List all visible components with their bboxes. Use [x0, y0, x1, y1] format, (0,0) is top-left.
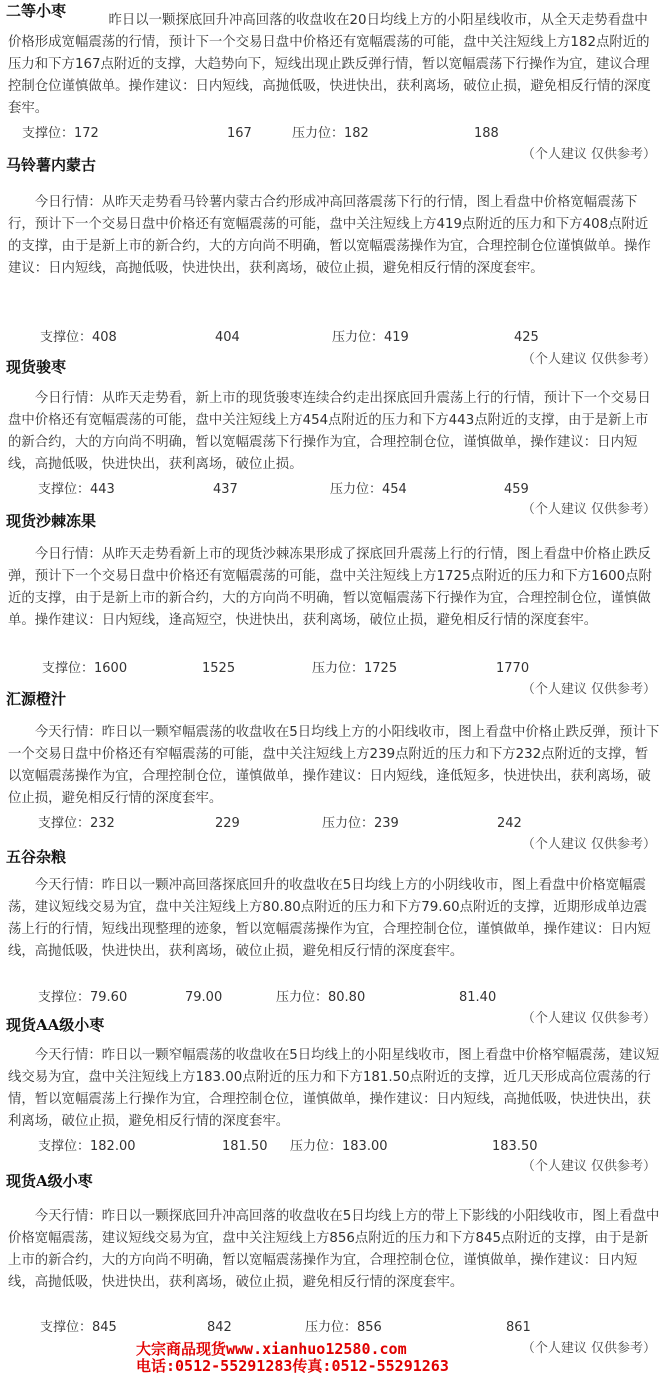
support-level-2: 79.00 — [185, 990, 223, 1005]
resistance-level-2: 425 — [514, 330, 539, 345]
disclaimer-note: （个人建议 仅供参考） — [521, 682, 656, 697]
section-body: 今天行情：昨日以一颗窄幅震荡的收盘收在5日均线上的小阳星线收市，图上看盘中价格窄幅震荡，建议短线交易为宜，盘中关注短线上方183.00点附近的压力和下方181.50点附近的支撑，近几天形成高位震荡的行情，暂以宽幅震荡上行操作为宜，合理控制仓位，谨慎做单，操作建议：日内短线，高抛低吸，快进快出，获利离场，破位止损，避免相反行情的深度套牢。 — [8, 1048, 660, 1129]
resistance-level-2: 242 — [497, 816, 522, 831]
support-level: 支撑位：845 — [40, 1320, 117, 1335]
support-level-2: 1525 — [202, 661, 236, 676]
section-title: 现货A级小枣 — [6, 1172, 93, 1190]
disclaimer-note: （个人建议 仅供参考） — [521, 1159, 656, 1174]
support-level: 支撑位：79.60 — [38, 990, 128, 1005]
section-body: 昨日以一颗探底回升冲高回落的收盘收在20日均线上方的小阳星线收市，从全天走势看盘中价格形成宽幅震荡的行情，预计下一个交易日盘中价格还有宽幅震荡的可能，盘中关注短线上方182点附近的压力和下方167点附近的支撑，大趋势向下，短线出现止跌反弹行情，暂以宽幅震荡下行操作为宜，建议合理控制仓位谨慎做单。操作建议：日内短线，高抛低吸，快进快出，获利离场，破位止损，避免相反行情的深度套牢。 — [8, 13, 651, 116]
resistance-level-2: 81.40 — [459, 990, 497, 1005]
section-body: 今天行情：昨日以一颗冲高回落探底回升的收盘收在5日均线上方的小阴线收市，图上看盘中价格宽幅震荡，建议短线交易为宜，盘中关注短线上方80.80点附近的压力和下方79.60点附近的支撑，近期形成单边震荡上行的行情，短线出现整理的迹象，暂以宽幅震荡操作为宜，合理控制仓位，谨慎做单，操作建议：日内短线，高抛低吸，快进快出，获利离场，破位止损，避免相反行情的深度套牢。 — [8, 878, 651, 959]
support-level-2: 404 — [215, 330, 240, 345]
disclaimer-note: （个人建议 仅供参考） — [521, 837, 656, 852]
disclaimer-note: （个人建议 仅供参考） — [521, 1011, 656, 1026]
disclaimer-note: （个人建议 仅供参考） — [521, 1341, 656, 1356]
support-level: 支撑位：182.00 — [38, 1139, 136, 1154]
resistance-level: 压力位：80.80 — [276, 990, 366, 1005]
resistance-level: 压力位：454 — [330, 482, 407, 497]
section-body: 今天行情：昨日以一颗探底回升冲高回落的收盘收在5日均线上方的带上下影线的小阳线收市，图上看盘中价格宽幅震荡，建议短线交易为宜，盘中关注短线上方856点附近的压力和下方845点附近的支撑，由于是新上市的新合约，大的方向尚不明确，暂以宽幅震荡操作为宜，合理控制仓位，谨慎做单，操作建议：日内短线，高抛低吸，快进快出，获利离场，破位止损，避免相反行情的深度套牢。 — [8, 1209, 660, 1290]
support-level: 支撑位：232 — [38, 816, 115, 831]
price-levels — [0, 480, 670, 500]
section-body: 今日行情：从昨天走势看马铃薯内蒙古合约形成冲高回落震荡下行的行情，图上看盘中价格宽幅震荡下行，预计下一个交易日盘中价格还有宽幅震荡的可能，盘中关注短线上方419点附近的压力和下方408点附近的支撑，由于是新上市的新合约，大的方向尚不明确，暂以宽幅震荡操作为宜，合理控制仓位谨慎做单。操作建议：日内短线，高抛低吸，快进快出，获利离场，破位止损，避免相反行情的深度套牢。 — [8, 195, 651, 276]
support-level-2: 181.50 — [222, 1139, 268, 1154]
resistance-level: 压力位：419 — [332, 330, 409, 345]
section-title: 二等小枣 — [6, 2, 67, 20]
price-levels — [0, 124, 670, 144]
resistance-level: 压力位：239 — [322, 816, 399, 831]
section-title: 五谷杂粮 — [6, 848, 67, 866]
resistance-level: 压力位：183.00 — [290, 1139, 388, 1154]
section-body: 今天行情：昨日以一颗窄幅震荡的收盘收在5日均线上方的小阳线收市，图上看盘中价格止跌反弹，预计下一个交易日盘中价格还有窄幅震荡的可能，盘中关注短线上方239点附近的压力和下方232点附近的支撑，暂以宽幅震荡操作为宜，合理控制仓位，谨慎做单，操作建议：日内短线，逢低短多，快进快出，获利离场，破位止损，避免相反行情的深度套牢。 — [8, 725, 660, 806]
resistance-level: 压力位：182 — [292, 126, 369, 141]
support-level-2: 842 — [207, 1320, 232, 1335]
support-level: 支撑位：443 — [38, 482, 115, 497]
section-title: 现货骏枣 — [6, 358, 67, 376]
disclaimer-note: （个人建议 仅供参考） — [521, 502, 656, 517]
price-levels — [0, 988, 670, 1008]
resistance-level-2: 861 — [506, 1320, 531, 1335]
resistance-level: 压力位：1725 — [312, 661, 398, 676]
price-levels — [0, 1318, 670, 1338]
support-level-2: 437 — [213, 482, 238, 497]
support-level-2: 229 — [215, 816, 240, 831]
footer-website: 大宗商品现货www.xianhuo12580.com — [136, 1340, 407, 1358]
disclaimer-note: （个人建议 仅供参考） — [521, 352, 656, 367]
resistance-level-2: 459 — [504, 482, 529, 497]
resistance-level-2: 188 — [474, 126, 499, 141]
footer-contact: 电话:0512-55291283传真:0512-55291263 — [136, 1357, 449, 1375]
section-title: 现货沙棘冻果 — [6, 512, 97, 530]
section-title: 现货AA级小枣 — [6, 1016, 105, 1034]
section-title: 马铃薯内蒙古 — [6, 156, 97, 174]
section-title: 汇源橙汁 — [6, 690, 67, 708]
support-level: 支撑位：1600 — [42, 661, 128, 676]
support-level: 支撑位：172 — [22, 126, 99, 141]
support-level: 支撑位：408 — [40, 330, 117, 345]
resistance-level-2: 1770 — [496, 661, 530, 676]
section-body: 今日行情：从昨天走势看新上市的现货沙棘冻果形成了探底回升震荡上行的行情，图上看盘中价格止跌反弹，预计下一个交易日盘中价格还有宽幅震荡的可能，盘中关注短线上方1725点附近的压力和下方1600点附近的支撑，由于是新上市的新合约，大的方向尚不明确，暂以宽幅震荡下行操作为宜，合理控制仓位，谨慎做单。操作建议：日内短线，逢高短空，快进快出，获利离场，破位止损，避免相反行情的深度套牢。 — [8, 547, 652, 628]
section-body: 今日行情：从昨天走势看，新上市的现货骏枣连续合约走出探底回升震荡上行的行情，预计下一个交易日盘中价格还有宽幅震荡的可能，盘中关注短线上方454点附近的压力和下方443点附近的支撑，由于是新上市的新合约，大的方向尚不明确，暂以宽幅震荡下行操作为宜，合理控制仓位，谨慎做单，操作建议：日内短线，高抛低吸，快进快出，获利离场，破位止损。 — [8, 391, 651, 472]
support-level-2: 167 — [227, 126, 252, 141]
price-levels — [0, 1137, 670, 1157]
price-levels — [0, 659, 670, 679]
resistance-level: 压力位：856 — [305, 1320, 382, 1335]
resistance-level-2: 183.50 — [492, 1139, 538, 1154]
disclaimer-note: （个人建议 仅供参考） — [521, 147, 656, 162]
price-levels — [0, 814, 670, 834]
price-levels — [0, 328, 670, 348]
